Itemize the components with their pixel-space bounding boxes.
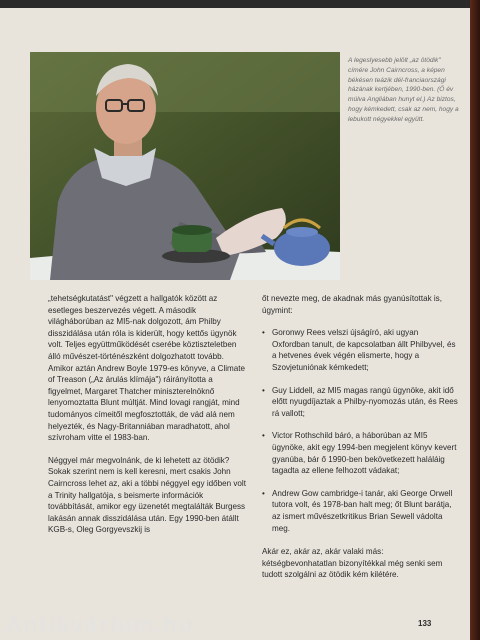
watermark: Antikvárium.hu [6, 612, 195, 637]
page-number: 133 [418, 619, 432, 628]
suspect-item: • Victor Rothschild báró, a háborúban az MI5 ügynöke, akit egy 1994-ben megjelent könyv kevert gyanúba, bár ő 1990-ben bekövetkezett haláláig tagadta az ellene felhozott vádakat; [262, 430, 458, 476]
left-column [48, 293, 248, 547]
page-edge [470, 0, 480, 640]
suspects-list [262, 327, 458, 534]
photo-caption: A legeslyesebb jelölt „az ötödik" címére John Cairncross, a képen békésen teázik dél-franciaországi házának kertjében, 1990-ben. (Ő év múlva Angliában hunyt el.) Az biztos, hogy kémkedett, csak az nem, hogy a lebukott négyekkel együtt. [348, 57, 459, 123]
suspect-item: • Guy Liddell, az MI5 magas rangú ügynöke, akit idő előtt nyugdíjaztak a Philby-nyomozás után, és Rees rá vallott; [262, 385, 458, 420]
suspects-intro: őt nevezte meg, de akadnak más gyanúsítottak is, úgymint: [262, 294, 442, 315]
conclusion-paragraph: Akár ez, akár az, akár valaki más: kétségbevonhatatlan bizonyítékkal még senki sem tudott szolgálni az ötödik kém kilétére. [262, 547, 443, 580]
suspect-item: • Goronwy Rees velszi újságíró, aki ugyan Oxfordban tanult, de kapcsolatban állt Philbyvel, és a hetvenes évek végén elismerte, hogy a Szovjetuniónak kémkedett; [262, 327, 458, 373]
photo-john-cairncross [30, 52, 340, 280]
paragraph-1: „tehetségkutatást" végzett a hallgatók között az esetleges beszervezés végett. A második világháborúban az MI5-nak dolgozott, ám Philby disszidálása után róla is kiderült, hogy kettős ügynök volt. Teljes együttműködését cserébe köztiszteletben álló művészet-történészként dolgozhatott tovább. Amikor aztán Andrew Boyle 1979-es könyve, a Climate of Treason („Az árulás klímája") ráirányította a figyelmet, Margaret Thatcher miniszterelnöknő lenyomoztatta Blunt múltját. Mind lovagi rangját, mind tudományos címeitől megfosztották, de vád alá nem helyezték, és Nagy-Britanniában maradhatott, ahol szívroham vitte el 1983-ban. [48, 294, 246, 443]
suspect-item: • Andrew Gow cambridge-i tanár, aki George Orwell tutora volt, és 1978-ban halt meg; őt Blunt barátja, az ismert művészetkritikus Brian Sewell vádolta meg. [262, 488, 458, 534]
right-column [262, 293, 458, 592]
paragraph-2: Néggyel már megvolnánk, de ki lehetett az ötödik? Sokak szerint nem is kell keresni, mert csakis John Cairncross lehet az, aki a többi néggyel egy időben volt a Trinity hallgatója, s beismerte információk továbbítását, amikor egy üzenetét megtalálták Burgess lakásán annak disszidálása után. Egy 1990-ben átállt KGB-s, Oleg Gorgyevszkij is [48, 455, 246, 535]
photo-illustration [30, 52, 340, 280]
